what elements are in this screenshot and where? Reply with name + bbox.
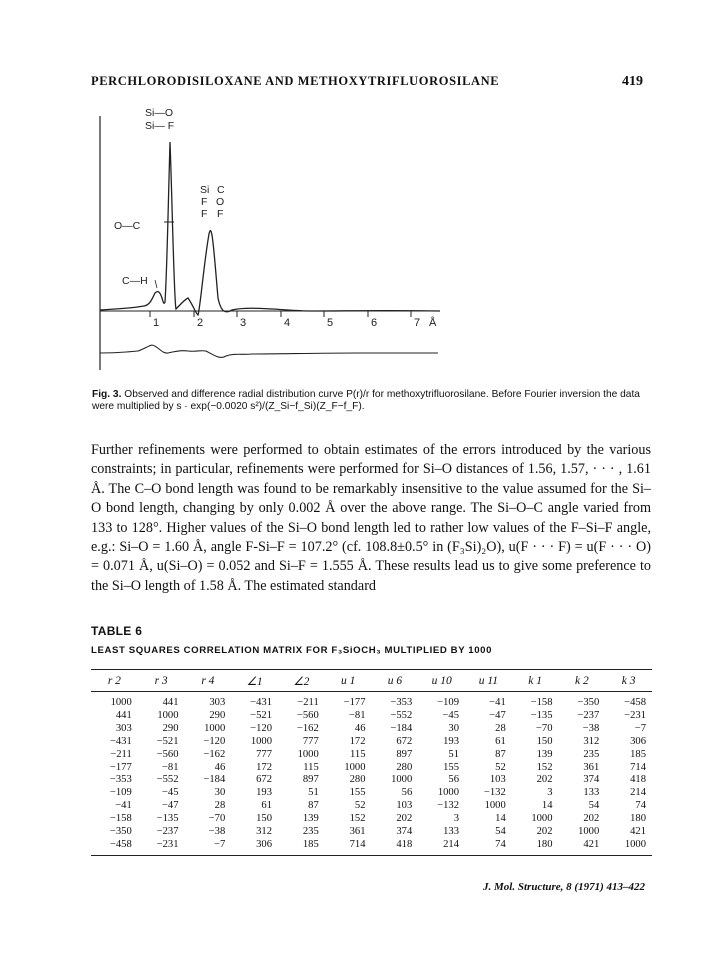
column-header: u 6: [387, 674, 403, 687]
peak-label-f-col1b: F: [201, 208, 208, 220]
table-cell: 202: [536, 826, 553, 838]
table-cell: 306: [256, 838, 272, 850]
table-cell: 180: [630, 813, 646, 825]
column-header: r 3: [154, 674, 168, 687]
table-cell: 280: [349, 774, 366, 786]
peak-label-si-o: Si—O: [145, 107, 174, 119]
table-cell: −521: [156, 735, 179, 747]
caption-text: Observed and difference radial distribution curve P(r)/r for methoxytrifluorosilane. Before Fourier inversion the data were multiplied by s · exp(−0.0020 s²)/(Z_Si−f_Si)(Z_F−f_F).: [92, 389, 640, 412]
table-row: [91, 774, 652, 787]
table-cell: 103: [396, 800, 413, 812]
table-cell: −237: [156, 826, 179, 838]
table-cell: −70: [208, 813, 226, 825]
table-cell: 441: [115, 709, 132, 721]
column-header: u 10: [431, 674, 452, 687]
table-cell: 421: [630, 826, 646, 838]
table-cell: 103: [489, 774, 506, 786]
table-row: [91, 723, 652, 736]
table-cell: 1000: [624, 838, 646, 850]
table-cell: 46: [214, 761, 226, 773]
column-header: ∠2: [293, 675, 310, 688]
table-cell: 777: [256, 748, 272, 760]
table-cell: −521: [250, 709, 272, 721]
table-cell: 714: [349, 838, 366, 850]
table-cell: 54: [588, 800, 600, 812]
table-cell: −38: [582, 722, 600, 734]
peak-label-o-c: O—C: [114, 220, 141, 232]
table-cell: 139: [302, 813, 319, 825]
column-header: r 4: [201, 674, 215, 687]
table-cell: −109: [437, 697, 459, 708]
table-cell: 312: [256, 826, 272, 838]
table-row: [91, 800, 652, 813]
table-cell: 672: [396, 735, 413, 747]
table-cell: 897: [302, 774, 319, 786]
table-cell: 28: [214, 800, 226, 812]
r-tick-label-1: 1: [153, 317, 160, 329]
table-cell: −231: [156, 838, 179, 850]
table-cell: 56: [448, 774, 459, 786]
table-header-row: [91, 670, 652, 692]
table-cell: 193: [256, 787, 272, 799]
r-tick-label-7: 7: [414, 317, 421, 329]
table-cell: 28: [495, 722, 506, 734]
peak-label-f-col1: F: [201, 196, 208, 208]
table-cell: −38: [208, 826, 226, 838]
table-cell: −135: [156, 813, 179, 825]
table-cell: 1000: [204, 722, 226, 734]
table-cell: −458: [109, 838, 132, 850]
table-cell: −132: [483, 787, 506, 799]
table-cell: 1000: [531, 813, 553, 825]
table-cell: 52: [354, 800, 366, 812]
table-cell: 1000: [250, 735, 272, 747]
figure-caption: [92, 389, 652, 413]
running-head: [91, 74, 643, 92]
table-row: [91, 710, 652, 723]
table-cell: 290: [162, 722, 179, 734]
table-cell: −81: [161, 761, 179, 773]
table-cell: −431: [250, 697, 272, 708]
table-cell: 3: [547, 787, 553, 799]
r-tick-label-4: 4: [284, 317, 291, 329]
table-row: [91, 813, 652, 826]
table-cell: 1000: [484, 800, 506, 812]
table-cell: −211: [110, 748, 132, 760]
table-row: [91, 839, 652, 855]
table-cell: −41: [489, 697, 506, 708]
table-cell: −177: [109, 761, 132, 773]
table-cell: −120: [203, 735, 226, 747]
table-label: TABLE 6: [91, 624, 143, 638]
table-cell: 1000: [157, 709, 179, 721]
r-axis-tick-labels: [153, 316, 437, 329]
table-cell: 1000: [110, 697, 132, 708]
table-cell: −120: [250, 722, 272, 734]
column-header: k 2: [575, 674, 589, 687]
table-cell: −158: [109, 813, 132, 825]
table-cell: 172: [349, 735, 366, 747]
table-row: [91, 749, 652, 762]
table-cell: 152: [536, 761, 553, 773]
table-cell: 51: [448, 748, 459, 760]
table-cell: 56: [401, 787, 413, 799]
peak-label-si-col1: Si: [200, 184, 210, 196]
table-cell: 374: [396, 826, 413, 838]
table-cell: 74: [635, 800, 646, 812]
table-cell: 1000: [391, 774, 413, 786]
table-cell: 61: [495, 735, 506, 747]
table-cell: 361: [349, 826, 366, 838]
table-cell: 897: [396, 748, 413, 760]
table-cell: 361: [583, 761, 600, 773]
peak-label-f-col2b: F: [217, 208, 224, 220]
table-cell: 133: [583, 787, 600, 799]
peak-label-c-h: C—H: [122, 275, 148, 287]
table-cell: 202: [536, 774, 553, 786]
r-axis-unit: Å: [429, 317, 437, 329]
peak-label-o-col2: O: [216, 196, 225, 208]
table-cell: 3: [453, 813, 459, 825]
table-cell: 1000: [437, 787, 459, 799]
table-cell: 235: [583, 748, 600, 760]
table-cell: 290: [209, 709, 226, 721]
table-row: [91, 787, 652, 800]
table-cell: 312: [583, 735, 600, 747]
table-row: [91, 736, 652, 749]
table-cell: 303: [115, 722, 132, 734]
table-cell: 202: [396, 813, 413, 825]
peak-label-si-f: Si— F: [145, 120, 175, 132]
table-cell: −41: [115, 800, 132, 812]
table-cell: 214: [443, 838, 459, 850]
table-cell: −7: [213, 838, 226, 850]
table-row: [91, 826, 652, 839]
table-cell: 14: [495, 813, 506, 825]
c-h-leader: [155, 280, 157, 288]
table-cell: −45: [442, 709, 459, 721]
table-cell: −162: [296, 722, 319, 734]
table-cell: 777: [302, 735, 319, 747]
table-cell: −81: [348, 709, 366, 721]
table-cell: −47: [161, 800, 179, 812]
table-cell: 280: [396, 761, 413, 773]
table-cell: 115: [350, 748, 366, 760]
table-cell: 133: [443, 826, 459, 838]
table-cell: −135: [530, 709, 553, 721]
table-cell: 46: [354, 722, 366, 734]
table-cell: −184: [203, 774, 226, 786]
table-cell: −350: [109, 826, 132, 838]
body-paragraph: [91, 441, 651, 596]
observed-curve: [100, 142, 440, 315]
table-cell: −431: [109, 735, 132, 747]
table-cell: 441: [162, 697, 179, 708]
table-cell: 306: [630, 735, 646, 747]
column-header: u 1: [340, 674, 356, 687]
table-cell: −353: [390, 697, 413, 708]
body-paragraph-text: Further refinements were performed to obtain estimates of the errors introduced by the various constraints; in particular, refinements were performed for Si–O distances of 1.56, 1.57, · · · , 1.61 Å. The C–O bond length was found to be remarkably insensitive to the value assumed for the Si–O bond length, changing by only 0.002 Å over the above range. The Si–O–C angle varied from 133 to 128°. Higher values of the Si–O bond length led to rather low values of the F–Si–F angle, e.g.: Si–O = 1.60 Å, angle F-Si–F = 107.2° (cf. 108.8±0.5° in (F₃Si)₂O), u(F · · · F) = u(F · · · O) = 0.071 Å, u(Si–O) = 0.052 and Si–F = 1.555 Å. These results lead us to give some preference to the Si–O length of 1.58 Å. The estimated standard: [91, 442, 651, 594]
table-cell: 51: [308, 787, 319, 799]
table-cell: 14: [541, 800, 553, 812]
table-cell: 418: [396, 838, 413, 850]
table-cell: −7: [634, 722, 646, 734]
r-tick-label-5: 5: [327, 317, 334, 329]
table-cell: −560: [156, 748, 179, 760]
r-tick-label-6: 6: [371, 317, 378, 329]
table-cell: −47: [489, 709, 506, 721]
table-cell: 150: [536, 735, 553, 747]
running-title: PERCHLORODISILOXANE AND METHOXYTRIFLUOROSILANE: [91, 74, 500, 88]
column-header: k 1: [528, 674, 542, 687]
table-cell: 150: [256, 813, 272, 825]
table-cell: −552: [156, 774, 179, 786]
table-cell: 672: [256, 774, 272, 786]
table-cell: 193: [443, 735, 459, 747]
r-tick-label-3: 3: [240, 317, 247, 329]
table-row: [91, 762, 652, 775]
table-cell: 30: [448, 722, 459, 734]
table-cell: −132: [437, 800, 459, 812]
table-cell: 714: [630, 761, 646, 773]
peak-annotations: [114, 107, 225, 287]
journal-citation: J. Mol. Structure, 8 (1971) 413–422: [483, 881, 645, 893]
caption-label: Fig. 3.: [92, 389, 122, 400]
correlation-matrix-table: [91, 669, 652, 856]
column-header: u 11: [478, 674, 499, 687]
table-cell: 418: [630, 774, 646, 786]
table-cell: −458: [624, 697, 646, 708]
table-cell: −353: [109, 774, 132, 786]
page-number: 419: [622, 74, 643, 89]
table-row: [91, 692, 652, 710]
table-cell: 421: [583, 838, 600, 850]
table-cell: 185: [630, 748, 646, 760]
table-cell: 1000: [297, 748, 319, 760]
table-cell: 52: [495, 761, 506, 773]
table-cell: 185: [302, 838, 319, 850]
table-cell: 152: [349, 813, 366, 825]
table-cell: 74: [495, 838, 506, 850]
table-cell: −237: [577, 709, 600, 721]
table-cell: −552: [390, 709, 413, 721]
r-tick-label-2: 2: [197, 317, 204, 329]
table-cell: −350: [577, 697, 600, 708]
table-cell: 214: [630, 787, 646, 799]
table-cell: −184: [390, 722, 413, 734]
table-cell: −162: [203, 748, 226, 760]
table-cell: 374: [583, 774, 600, 786]
column-header: r 2: [107, 674, 121, 687]
table-title: LEAST SQUARES CORRELATION MATRIX FOR F₃SiOCH₃ MULTIPLIED BY 1000: [91, 645, 493, 656]
table-cell: 54: [495, 826, 506, 838]
table-cell: −109: [109, 787, 132, 799]
column-header: ∠1: [246, 675, 263, 688]
table-cell: 1000: [578, 826, 600, 838]
table-cell: 155: [349, 787, 366, 799]
table-cell: 61: [261, 800, 272, 812]
table-cell: −70: [535, 722, 553, 734]
table-cell: 115: [303, 761, 319, 773]
table-cell: 30: [214, 787, 226, 799]
column-header: k 3: [621, 674, 636, 687]
table-cell: −560: [296, 709, 319, 721]
table-body: [91, 692, 652, 856]
radial-distribution-figure: [88, 102, 458, 387]
table-cell: 1000: [344, 761, 366, 773]
table-cell: 303: [209, 697, 226, 708]
table-cell: −45: [161, 787, 179, 799]
table-cell: −231: [624, 709, 646, 721]
table-cell: 172: [256, 761, 272, 773]
table-cell: 180: [536, 838, 553, 850]
table-cell: −158: [530, 697, 553, 708]
difference-curve: [100, 345, 438, 357]
table-cell: 87: [308, 800, 319, 812]
table-cell: 235: [302, 826, 319, 838]
table-cell: 139: [536, 748, 553, 760]
table-cell: 202: [583, 813, 600, 825]
table-cell: −177: [343, 697, 366, 708]
table-cell: −211: [297, 697, 319, 708]
peak-label-c-col2: C: [217, 184, 225, 196]
table-cell: 87: [495, 748, 506, 760]
table-cell: 155: [443, 761, 459, 773]
